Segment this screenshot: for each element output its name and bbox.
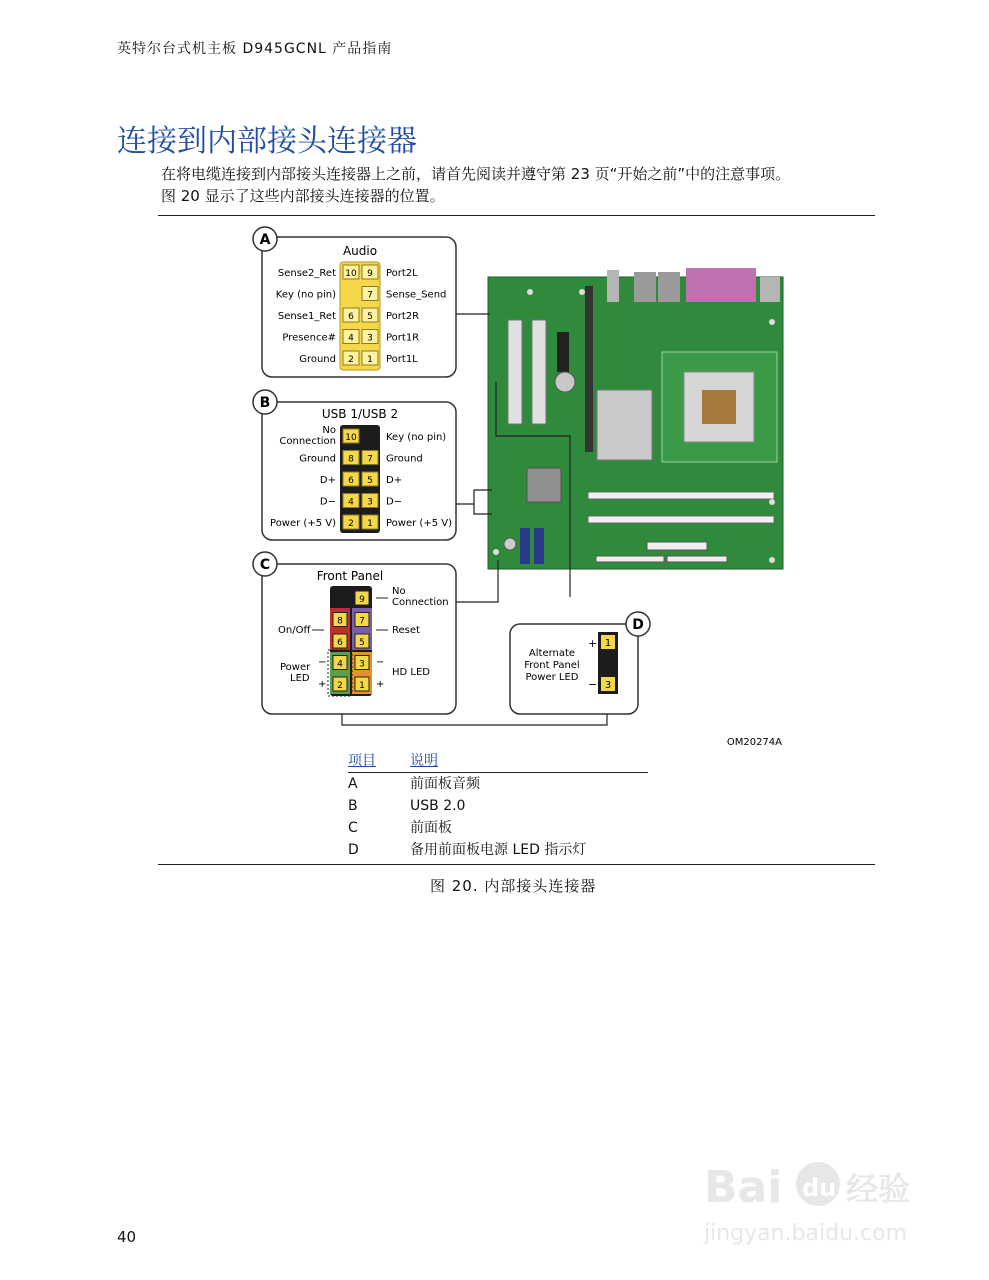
watermark-jingyan: 经验 xyxy=(846,1170,911,1208)
usb-pin-number: 4 xyxy=(348,497,354,508)
usb-left-label: Ground xyxy=(299,453,336,465)
usb-right-label: Ground xyxy=(386,453,423,465)
alt-pin-1: 1 xyxy=(604,638,612,649)
front-noconn-1: No xyxy=(392,586,406,597)
legend-col-item: 项目 xyxy=(348,753,376,769)
front-minus-right: − xyxy=(376,657,385,668)
legend-item: C xyxy=(348,820,358,836)
usb-pin-number: 1 xyxy=(367,519,373,529)
watermark-du: du xyxy=(802,1174,837,1202)
audio-left-label: Key (no pin) xyxy=(275,289,336,301)
motherboard xyxy=(488,268,783,569)
legend-row xyxy=(348,795,648,817)
audio-right-label: Port2R xyxy=(386,311,420,322)
audio-left-label: Ground xyxy=(299,354,336,365)
usb-pin-number: 3 xyxy=(367,497,373,508)
panel-audio xyxy=(253,227,456,377)
figure-caption: 图 20. 内部接头连接器 xyxy=(430,877,597,895)
panel-front xyxy=(253,552,456,714)
audio-pin-number: 9 xyxy=(367,269,373,279)
panel-alt-power-led xyxy=(510,612,650,714)
audio-right-label: Port2L xyxy=(386,268,418,279)
audio-pin-number: 10 xyxy=(345,269,357,279)
front-reset-label: Reset xyxy=(392,625,420,636)
alt-plus: + xyxy=(588,637,598,650)
legend-desc: USB 2.0 xyxy=(410,798,466,814)
audio-right-label: Port1L xyxy=(386,354,418,365)
intro-line-1: 在将电缆连接到内部接头连接器上之前，请首先阅读并遵守第 23 页“开始之前”中的注意事项。 xyxy=(161,165,791,183)
usb-pin-number: 7 xyxy=(367,454,373,465)
audio-pin-number: 4 xyxy=(348,333,354,344)
front-onoff-label: On/Off xyxy=(278,625,311,636)
page-title: 连接到内部接头连接器 xyxy=(117,124,417,159)
audio-pin-number: 2 xyxy=(348,355,354,365)
front-pin-number: 2 xyxy=(337,681,343,691)
badge-b: B xyxy=(259,395,271,411)
legend-row xyxy=(348,773,648,795)
front-pin-number: 9 xyxy=(359,595,365,605)
front-pin-number: 8 xyxy=(337,616,343,627)
front-plus-right: + xyxy=(376,679,385,690)
badge-a: A xyxy=(259,232,271,248)
usb-pin-number: 6 xyxy=(348,476,354,486)
usb-pin-number: 10 xyxy=(345,433,357,443)
front-powerled-1: Power xyxy=(280,662,311,673)
audio-left-label: Sense1_Ret xyxy=(277,311,336,322)
legend-header xyxy=(348,750,648,773)
legend-rows xyxy=(348,773,648,861)
panel-usb xyxy=(253,390,456,540)
audio-right-label: Sense_Send xyxy=(386,289,447,301)
alt-label-3: Power LED xyxy=(525,672,579,683)
audio-pin-number: 3 xyxy=(367,333,373,344)
front-pin-number: 3 xyxy=(359,659,365,670)
front-pin-number: 5 xyxy=(359,638,365,648)
legend-desc: 前面板 xyxy=(410,820,452,836)
front-title: Front Panel xyxy=(316,569,384,583)
usb-left-label: D− xyxy=(319,496,336,508)
usb-right-label: D+ xyxy=(386,475,403,486)
audio-left-label: Sense2_Ret xyxy=(277,268,336,279)
usb-left-label: Power (+5 V) xyxy=(270,518,336,529)
legend-item: D xyxy=(348,842,359,858)
usb-pin-number: 5 xyxy=(367,476,373,486)
usb-right-label: Power (+5 V) xyxy=(386,518,452,529)
alt-label-1: Alternate xyxy=(528,648,576,659)
audio-title: Audio xyxy=(342,244,378,258)
usb-pin-number: 2 xyxy=(348,519,354,529)
connector-figure xyxy=(252,222,787,750)
legend-col-desc: 说明 xyxy=(410,753,438,769)
running-header: 英特尔台式机主板 D945GCNL 产品指南 xyxy=(117,41,393,57)
front-noconn-2: Connection xyxy=(392,597,449,608)
legend-item: A xyxy=(348,776,358,792)
audio-pin-number: 7 xyxy=(367,290,373,301)
audio-pin-number: 5 xyxy=(367,312,373,322)
intro-paragraph xyxy=(161,163,881,207)
audio-pin-number: 1 xyxy=(367,355,373,365)
alt-pin-3: 3 xyxy=(604,680,612,691)
audio-left-label: Presence# xyxy=(282,332,336,344)
usb-right-label: D− xyxy=(386,496,403,508)
front-minus-left: − xyxy=(318,657,327,668)
legend-table xyxy=(348,750,648,861)
front-plus-left: + xyxy=(318,679,327,690)
bottom-rule xyxy=(158,864,875,865)
legend-desc: 备用前面板电源 LED 指示灯 xyxy=(410,842,587,858)
front-pin-number: 4 xyxy=(337,659,343,670)
usb-left-label: D+ xyxy=(319,475,336,486)
intro-line-2: 图 20 显示了这些内部接头连接器的位置。 xyxy=(161,187,445,205)
alt-minus: − xyxy=(588,678,598,691)
front-pin-number: 1 xyxy=(359,681,365,691)
front-pin-number: 6 xyxy=(337,638,343,648)
audio-right-label: Port1R xyxy=(386,332,420,344)
badge-d: D xyxy=(632,617,644,633)
legend-row xyxy=(348,817,648,839)
usb-title: USB 1/USB 2 xyxy=(321,407,399,421)
page-number: 40 xyxy=(117,1228,137,1246)
usb-right-label: Key (no pin) xyxy=(386,432,447,443)
usb-left-label: No xyxy=(322,425,336,436)
watermark-url: jingyan.baidu.com xyxy=(704,1221,908,1246)
legend-item: B xyxy=(348,798,358,814)
front-pin-number: 7 xyxy=(359,616,365,627)
top-rule xyxy=(158,215,875,216)
figure-code: OM20274A xyxy=(726,737,782,748)
usb-left-label: Connection xyxy=(279,436,336,447)
front-powerled-2: LED xyxy=(290,673,310,684)
front-hdled-label: HD LED xyxy=(392,667,430,678)
legend-desc: 前面板音频 xyxy=(410,776,480,792)
alt-label-2: Front Panel xyxy=(524,660,580,671)
badge-c: C xyxy=(259,557,271,573)
baidu-watermark xyxy=(700,1140,940,1250)
audio-pin-number: 6 xyxy=(348,312,354,322)
usb-pin-number: 8 xyxy=(348,454,354,465)
watermark-bai: Bai xyxy=(704,1162,783,1213)
legend-row xyxy=(348,839,648,861)
